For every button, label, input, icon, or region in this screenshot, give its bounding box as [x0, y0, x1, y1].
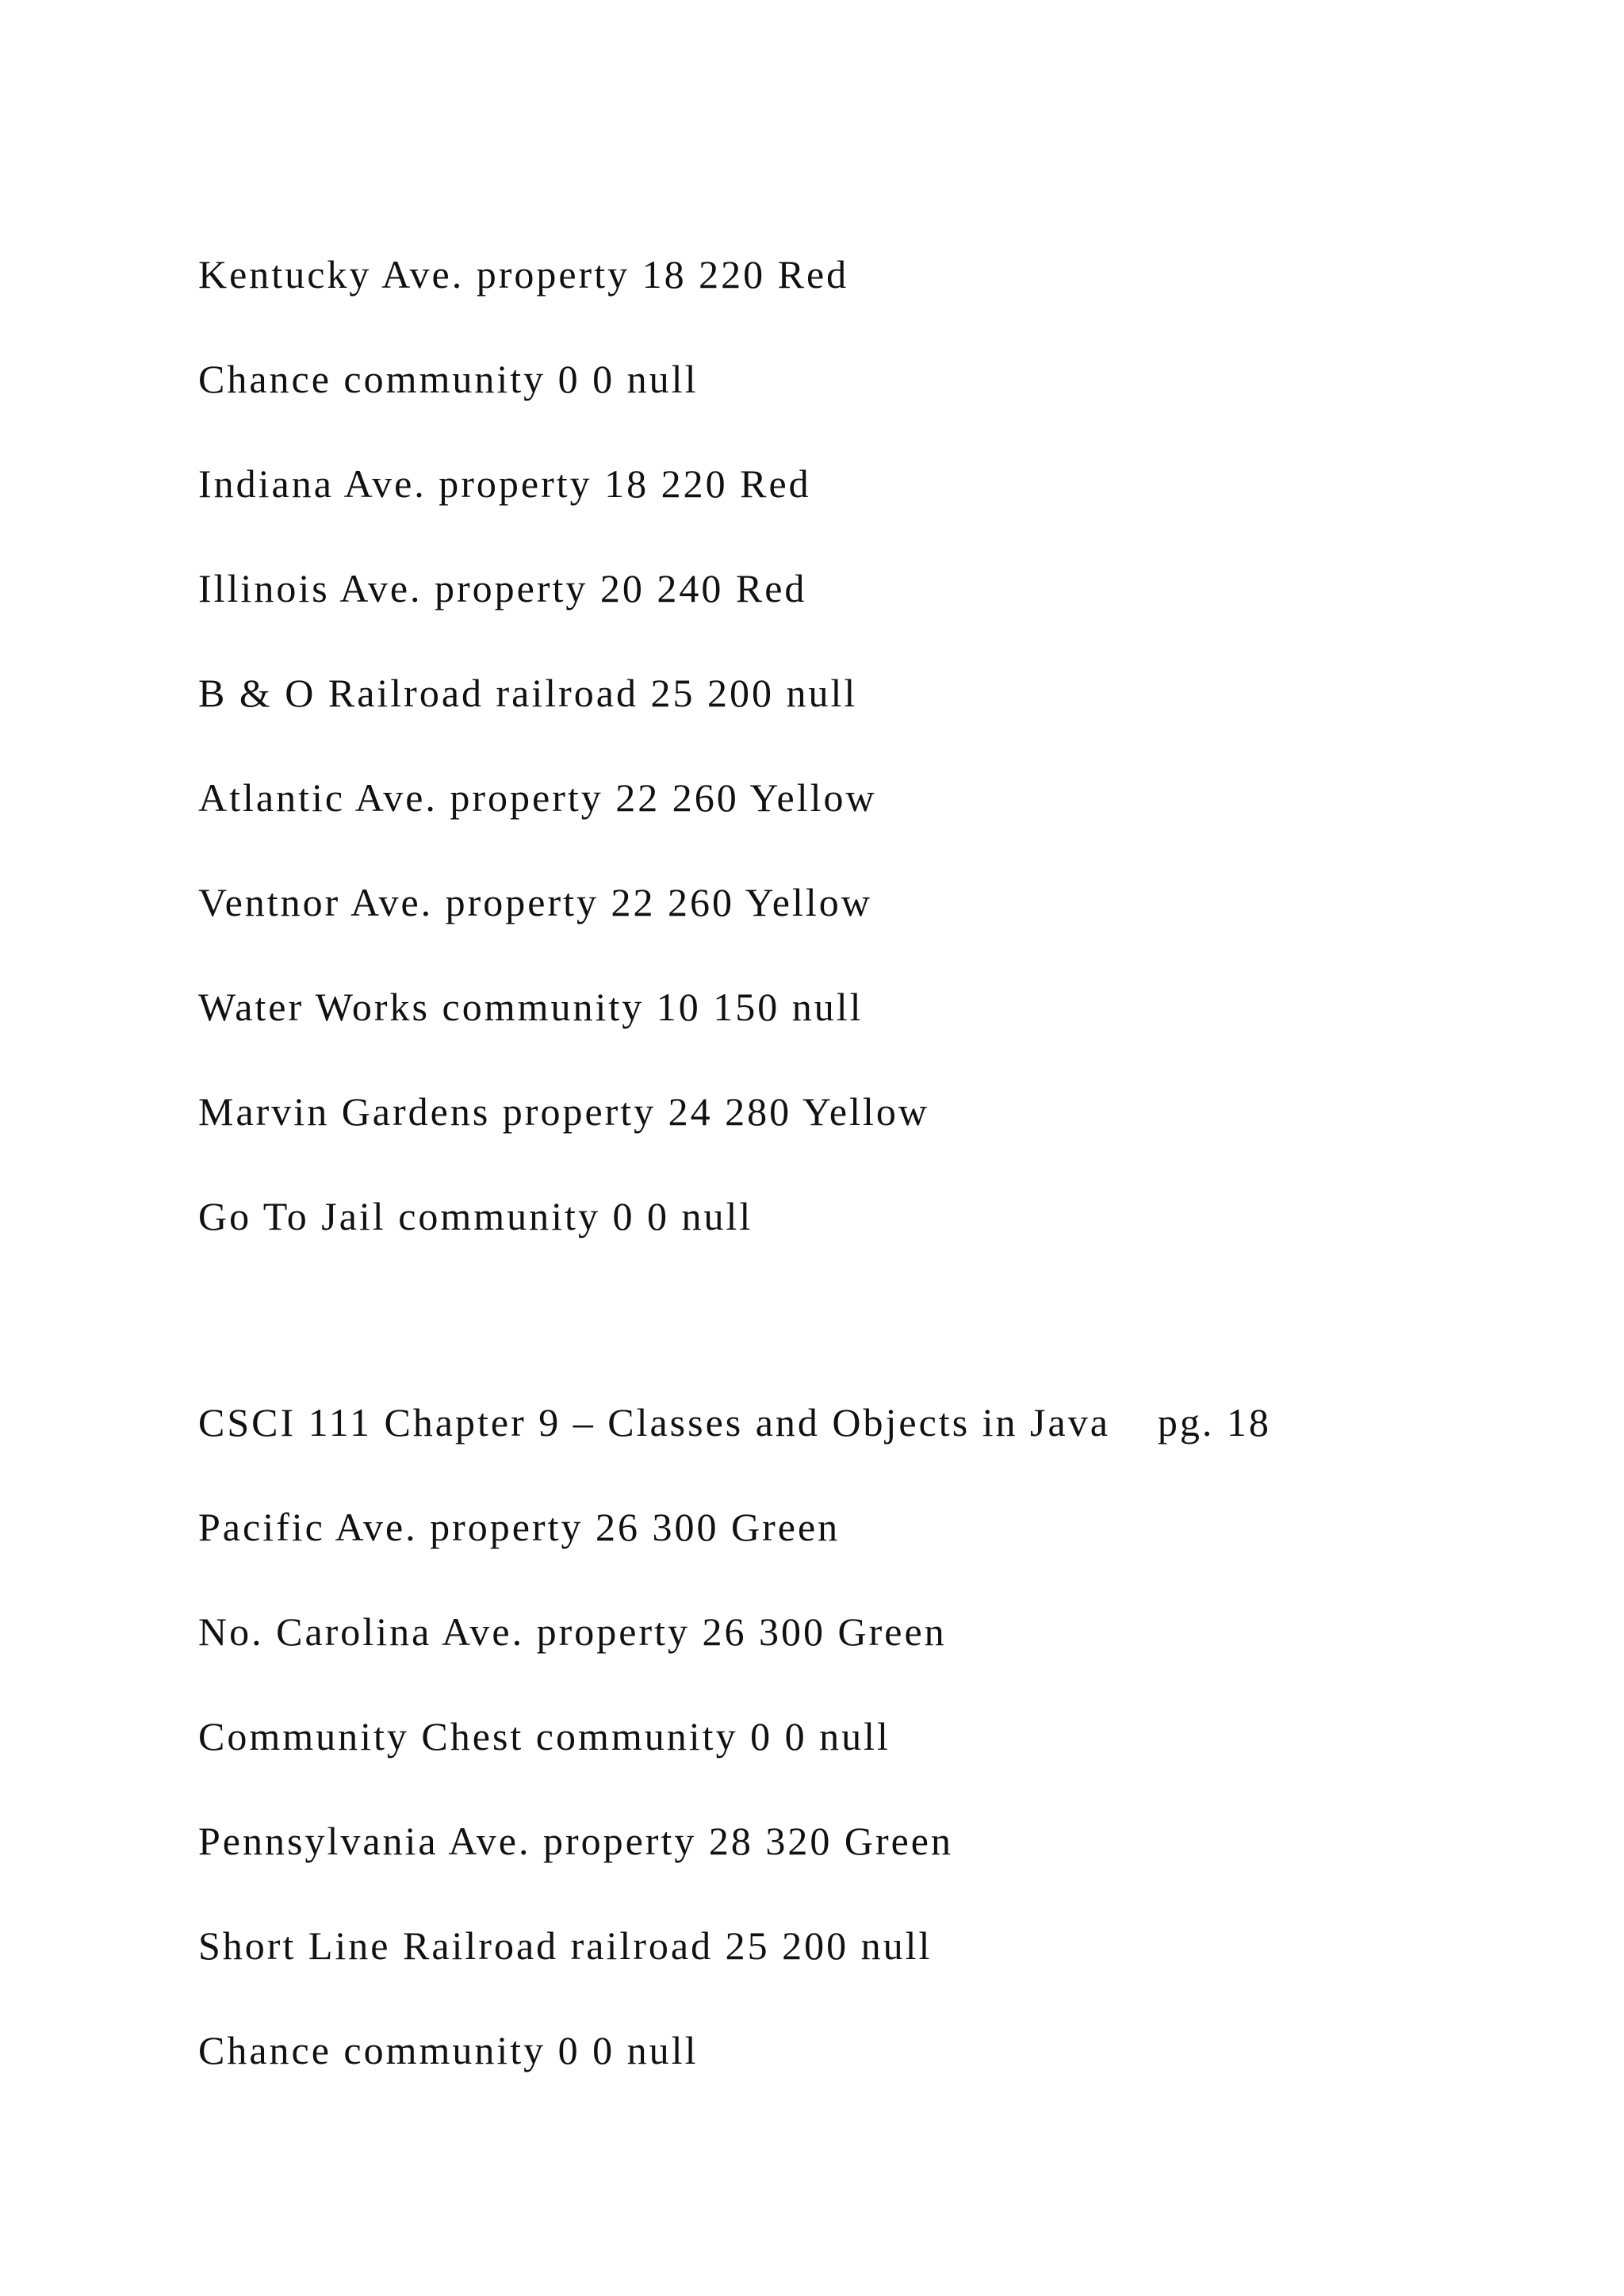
list-item: Chance community 0 0 null — [198, 357, 699, 401]
list-item: Indiana Ave. property 18 220 Red — [198, 461, 811, 506]
list-item: Marvin Gardens property 24 280 Yellow — [198, 1089, 930, 1134]
list-item: Go To Jail community 0 0 null — [198, 1194, 753, 1238]
list-item: Ventnor Ave. property 22 260 Yellow — [198, 880, 872, 924]
list-item: Water Works community 10 150 null — [198, 985, 864, 1029]
list-item: Kentucky Ave. property 18 220 Red — [198, 252, 849, 297]
list-item: Chance community 0 0 null — [198, 2028, 699, 2072]
page-number: pg. 18 — [1157, 1400, 1271, 1445]
list-item: Atlantic Ave. property 22 260 Yellow — [198, 775, 877, 820]
page-header — [198, 1399, 1271, 1446]
list-item: B & O Railroad railroad 25 200 null — [198, 671, 858, 715]
list-item: Pacific Ave. property 26 300 Green — [198, 1505, 841, 1549]
list-item: Short Line Railroad railroad 25 200 null — [198, 1923, 933, 1968]
list-item: Pennsylvania Ave. property 28 320 Green — [198, 1819, 953, 1863]
list-item: Community Chest community 0 0 null — [198, 1714, 891, 1758]
list-item: No. Carolina Ave. property 26 300 Green — [198, 1609, 947, 1654]
page-header-title: CSCI 111 Chapter 9 – Classes and Objects in Java — [198, 1400, 1110, 1445]
list-item: Illinois Ave. property 20 240 Red — [198, 566, 807, 610]
